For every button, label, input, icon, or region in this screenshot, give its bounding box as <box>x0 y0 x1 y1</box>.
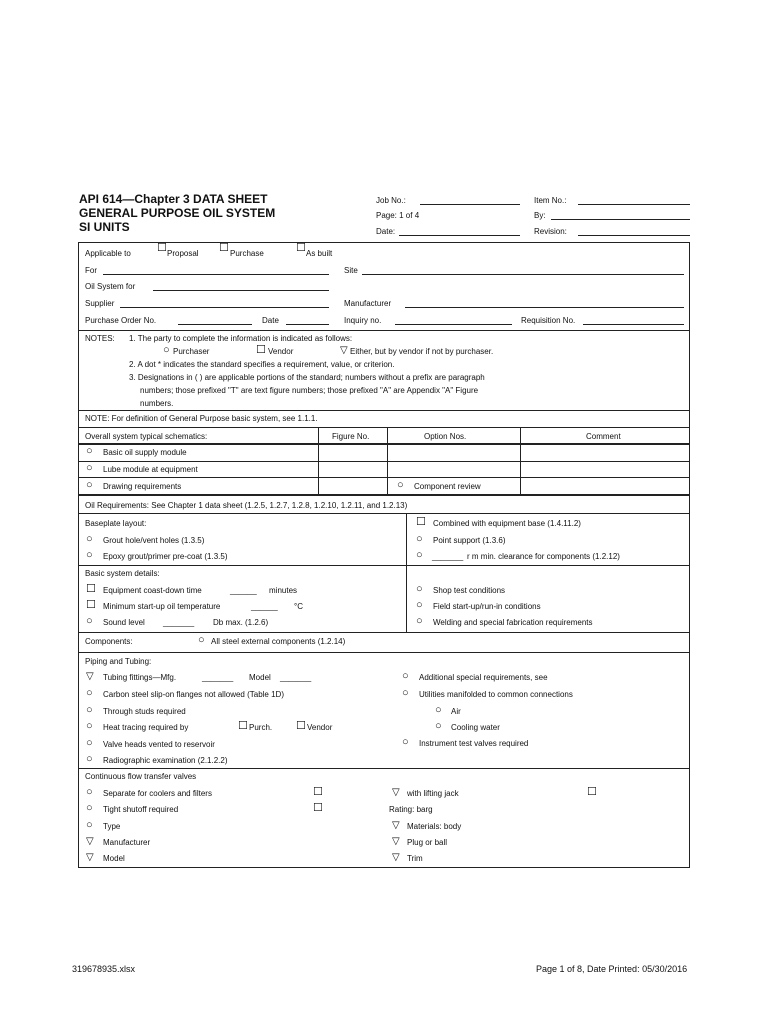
lifting-jack-checkbox[interactable]: ☐ <box>587 786 597 798</box>
page-label: Page: 1 of 4 <box>376 211 420 220</box>
type-circle-icon[interactable]: ○ <box>86 819 93 831</box>
utilities-label: Utilities manifolded to common connections <box>419 690 573 699</box>
additional-circle-icon[interactable]: ○ <box>402 670 409 682</box>
requisition-no-label: Requisition No. <box>521 316 576 325</box>
vendor-label: Vendor <box>268 347 294 356</box>
all-steel-circle-icon[interactable]: ○ <box>198 634 205 646</box>
plug-triangle-icon[interactable]: ▽ <box>392 836 400 847</box>
vendor-box-icon: ☐ <box>256 344 266 356</box>
instrument-label: Instrument test valves required <box>419 739 529 748</box>
footer-file: 319678935.xlsx <box>72 964 136 974</box>
proposal-checkbox[interactable]: ☐ <box>157 242 167 254</box>
col-divider-comment <box>520 427 521 494</box>
rule-schem-row1 <box>78 461 690 462</box>
schematics-col-figure: Figure No. <box>332 432 370 441</box>
note-3b: numbers; those prefixed "T" are text figure numbers; those prefixed "A" are Appendix "A" Figure <box>140 386 479 395</box>
site-label: Site <box>344 266 358 275</box>
note-1: 1. The party to complete the information is indicated as follows: <box>129 334 353 343</box>
through-studs-label: Through studs required <box>103 707 186 716</box>
cooling-water-label: Cooling water <box>451 723 500 732</box>
separate-label: Separate for coolers and filters <box>103 789 212 798</box>
point-support-label: Point support (1.3.6) <box>433 536 506 545</box>
for-field[interactable] <box>103 274 329 275</box>
shop-test-circle-icon[interactable]: ○ <box>416 583 423 595</box>
epoxy-circle-icon[interactable]: ○ <box>86 549 93 561</box>
sound-blank[interactable]: _______ <box>163 618 195 627</box>
all-steel-label: All steel external components (1.2.14) <box>211 637 346 646</box>
clearance-blank[interactable]: _______ <box>432 552 464 561</box>
baseplate-heading: Baseplate layout: <box>85 519 147 528</box>
revision-label: Revision: <box>534 227 567 236</box>
oil-requirements: Oil Requirements: See Chapter 1 data sheet (1.2.5, 1.2.7, 1.2.8, 1.2.10, 1.2.11, and 1.2.13) <box>85 501 408 510</box>
min-temp-checkbox[interactable]: ☐ <box>86 599 96 611</box>
site-field[interactable] <box>362 274 684 275</box>
tight-shutoff-circle-icon[interactable]: ○ <box>86 802 93 814</box>
title-line-3: SI UNITS <box>79 220 130 234</box>
by-field[interactable] <box>551 219 690 220</box>
db-max-label: Db max. (1.2.6) <box>213 618 269 627</box>
requisition-no-field[interactable] <box>583 324 684 325</box>
tubing-triangle-icon[interactable]: ▽ <box>86 671 94 682</box>
basic-oil-supply-circle-icon[interactable]: ○ <box>86 445 93 457</box>
plug-label: Plug or ball <box>407 838 448 847</box>
tv-model-label: Model <box>103 854 125 863</box>
epoxy-label: Epoxy grout/primer pre-coat (1.3.5) <box>103 552 228 561</box>
footer-page-info: Page 1 of 8, Date Printed: 05/30/2016 <box>536 964 688 974</box>
title-line-1: API 614—Chapter 3 DATA SHEET <box>79 192 268 206</box>
schematics-col-options: Option Nos. <box>424 432 467 441</box>
purchase-checkbox[interactable]: ☐ <box>219 242 229 254</box>
revision-field[interactable] <box>578 235 690 236</box>
applicable-label: Applicable to <box>85 249 131 258</box>
date-label: Date: <box>376 227 396 236</box>
item-no-field[interactable] <box>578 204 690 205</box>
rule-piping-bottom <box>78 768 690 769</box>
po-no-label: Purchase Order No. <box>85 316 157 325</box>
rule-notes-top <box>78 330 690 331</box>
type-label: Type <box>103 822 121 831</box>
schematic-row-basic-oil: Basic oil supply module <box>103 448 187 457</box>
min-temp-label: Minimum start-up oil temperature <box>103 602 221 611</box>
utilities-circle-icon[interactable]: ○ <box>402 687 409 699</box>
point-support-circle-icon[interactable]: ○ <box>416 533 423 545</box>
inquiry-no-field[interactable] <box>395 324 512 325</box>
heat-tracing-label: Heat tracing required by <box>103 723 189 732</box>
coastdown-checkbox[interactable]: ☐ <box>86 583 96 595</box>
rule-baseplate-bottom <box>78 565 690 566</box>
component-review-label: Component review <box>414 482 481 491</box>
instrument-circle-icon[interactable]: ○ <box>402 736 409 748</box>
carbon-steel-label: Carbon steel slip-on flanges not allowed (Table 1D) <box>103 690 284 699</box>
note-3c: numbers. <box>140 399 174 408</box>
field-startup-circle-icon[interactable]: ○ <box>416 599 423 611</box>
components-label: Components: <box>85 637 133 646</box>
sound-level-circle-icon[interactable]: ○ <box>86 615 93 627</box>
tubing-model-blank[interactable]: _______ <box>280 673 312 682</box>
coastdown-label: Equipment coast-down time <box>103 586 202 595</box>
welding-circle-icon[interactable]: ○ <box>416 615 423 627</box>
gp-note: NOTE: For definition of General Purpose basic system, see 1.1.1. <box>85 414 318 423</box>
note-2: 2. A dot * indicates the standard specifies a requirement, value, or criterion. <box>129 360 395 369</box>
air-circle-icon[interactable]: ○ <box>435 704 442 716</box>
combined-checkbox[interactable]: ☐ <box>416 516 426 528</box>
through-studs-circle-icon[interactable]: ○ <box>86 704 93 716</box>
tubing-label: Tubing fittings—Mfg. <box>103 673 177 682</box>
manufacturer-field[interactable] <box>405 307 684 308</box>
cooling-water-circle-icon[interactable]: ○ <box>435 720 442 732</box>
col-divider-options <box>387 427 388 494</box>
rule-schematics-header <box>78 443 690 445</box>
model-triangle-icon[interactable]: ▽ <box>86 852 94 863</box>
grout-holes-circle-icon[interactable]: ○ <box>86 533 93 545</box>
valve-heads-circle-icon[interactable]: ○ <box>86 737 93 749</box>
schematic-row-drawing: Drawing requirements <box>103 482 182 491</box>
po-no-field[interactable] <box>178 324 252 325</box>
materials-label: Materials: body <box>407 822 462 831</box>
date-field[interactable] <box>399 235 520 236</box>
po-date-label: Date <box>262 316 279 325</box>
component-review-circle-icon[interactable]: ○ <box>397 479 404 491</box>
minutes-label: minutes <box>269 586 298 595</box>
notes-label: NOTES: <box>85 334 115 343</box>
grout-holes-label: Grout hole/vent holes (1.3.5) <box>103 536 205 545</box>
rule-schematics-top <box>78 427 690 428</box>
po-date-field[interactable] <box>286 324 329 325</box>
manufacturer-triangle-icon[interactable]: ▽ <box>86 836 94 847</box>
col-divider-mid <box>406 513 407 632</box>
either-triangle-icon: ▽ <box>340 345 348 356</box>
col-divider-figure <box>318 427 319 494</box>
job-no-label: Job No.: <box>376 196 406 205</box>
manufacturer-label: Manufacturer <box>344 299 392 308</box>
tubing-model-label: Model <box>249 673 271 682</box>
asbuilt-label: As built <box>306 249 333 258</box>
supplier-field[interactable] <box>120 307 329 308</box>
welding-label: Welding and special fabrication requirements <box>433 618 593 627</box>
heat-purch-label: Purch. <box>249 723 273 732</box>
lifting-jack-label: with lifting jack <box>407 789 459 798</box>
additional-label: Additional special requirements, see <box>419 673 548 682</box>
coastdown-blank[interactable]: ______ <box>230 586 257 595</box>
carbon-steel-circle-icon[interactable]: ○ <box>86 687 93 699</box>
rule-basic-bottom <box>78 632 690 633</box>
datasheet-title <box>79 192 275 234</box>
purchaser-circle-icon: ○ <box>163 344 170 356</box>
oil-system-for-field[interactable] <box>153 290 329 291</box>
supplier-label: Supplier <box>85 299 115 308</box>
shop-test-label: Shop test conditions <box>433 586 506 595</box>
min-temp-blank[interactable]: ______ <box>251 602 278 611</box>
schematics-col-overall: Overall system typical schematics: <box>85 432 208 441</box>
heat-tracing-circle-icon[interactable]: ○ <box>86 720 93 732</box>
rule-oilreq-bottom <box>78 513 690 514</box>
heat-vendor-checkbox[interactable]: ☐ <box>296 720 306 732</box>
schematic-row-lube-module: Lube module at equipment <box>103 465 198 474</box>
inquiry-no-label: Inquiry no. <box>344 316 382 325</box>
radiographic-circle-icon[interactable]: ○ <box>86 753 93 765</box>
tight-shutoff-checkbox[interactable]: ☐ <box>313 802 323 814</box>
schematics-col-comment: Comment <box>586 432 621 441</box>
purchase-label: Purchase <box>230 249 264 258</box>
radiographic-label: Radiographic examination (2.1.2.2) <box>103 756 228 765</box>
clearance-circle-icon[interactable]: ○ <box>416 549 423 561</box>
deg-c-label: °C <box>294 602 303 611</box>
either-label: Either, but by vendor if not by purchaser. <box>350 347 494 356</box>
combined-label: Combined with equipment base (1.4.11.2) <box>433 519 581 528</box>
air-label: Air <box>451 707 461 716</box>
job-no-field[interactable] <box>420 204 520 205</box>
rule-schem-bottom <box>78 494 690 496</box>
tight-shutoff-label: Tight shutoff required <box>103 805 179 814</box>
purchaser-label: Purchaser <box>173 347 210 356</box>
title-line-2: GENERAL PURPOSE OIL SYSTEM <box>79 206 276 220</box>
basic-system-heading: Basic system details: <box>85 569 160 578</box>
rule-schem-row2 <box>78 477 690 478</box>
lube-module-circle-icon[interactable]: ○ <box>86 462 93 474</box>
valve-heads-label: Valve heads vented to reservoir <box>103 740 215 749</box>
separate-circle-icon[interactable]: ○ <box>86 786 93 798</box>
trim-triangle-icon[interactable]: ▽ <box>392 852 400 863</box>
tubing-blank[interactable]: _______ <box>202 673 234 682</box>
drawing-req-circle-icon[interactable]: ○ <box>86 479 93 491</box>
item-no-label: Item No.: <box>534 196 567 205</box>
lifting-jack-triangle-icon[interactable]: ▽ <box>392 787 400 798</box>
heat-vendor-label: Vendor <box>307 723 333 732</box>
oil-system-for-label: Oil System for <box>85 282 136 291</box>
rule-gpnote-top <box>78 410 690 411</box>
materials-triangle-icon[interactable]: ▽ <box>392 820 400 831</box>
piping-heading: Piping and Tubing: <box>85 657 152 666</box>
trim-label: Trim <box>407 854 423 863</box>
transfer-valves-heading: Continuous flow transfer valves <box>85 772 197 781</box>
asbuilt-checkbox[interactable]: ☐ <box>296 242 306 254</box>
tv-manufacturer-label: Manufacturer <box>103 838 151 847</box>
separate-checkbox[interactable]: ☐ <box>313 786 323 798</box>
proposal-label: Proposal <box>167 249 199 258</box>
for-label: For <box>85 266 97 275</box>
sound-level-label: Sound level <box>103 618 145 627</box>
rule-components-bottom <box>78 652 690 653</box>
heat-purch-checkbox[interactable]: ☐ <box>238 720 248 732</box>
field-startup-label: Field start-up/run-in conditions <box>433 602 541 611</box>
by-label: By: <box>534 211 546 220</box>
clearance-label: r m min. clearance for components (1.2.12) <box>467 552 620 561</box>
note-3a: 3. Designations in ( ) are applicable portions of the standard; numbers without a prefix are paragraph <box>129 373 485 382</box>
rating-label: Rating: barg <box>389 805 433 814</box>
